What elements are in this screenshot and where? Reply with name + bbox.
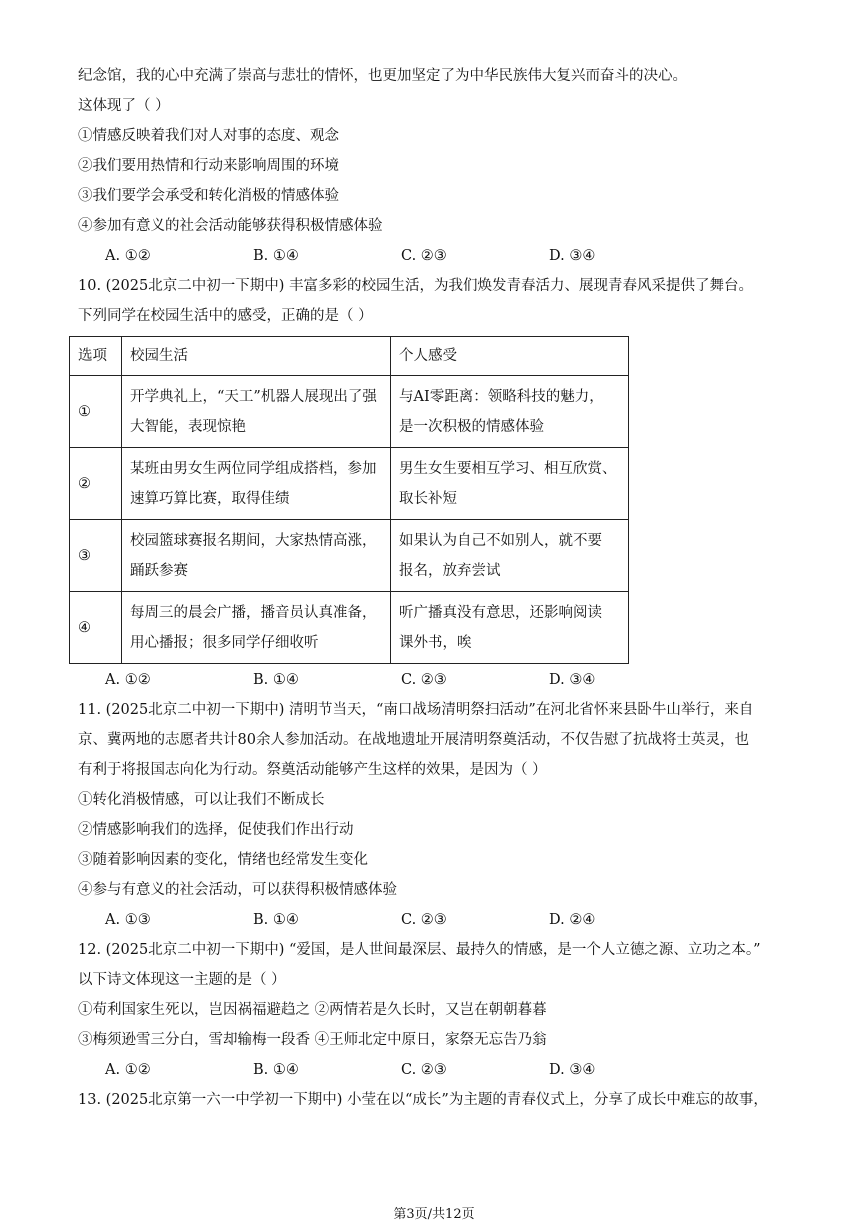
- statement-item: ③梅须逊雪三分白，雪却输梅一段香 ④王师北定中原日，家祭无忘告乃翁: [78, 1032, 547, 1048]
- cell-line: 踊跃参赛: [130, 562, 188, 579]
- statement-item: ①转化消极情感，可以让我们不断成长: [78, 792, 325, 808]
- statement-item: ③我们要学会承受和转化消极的情感体验: [78, 188, 339, 204]
- statement-item: ①苟利国家生死以，岂因祸福避趋之 ②两情若是久长时，又岂在朝朝暮暮: [78, 1002, 547, 1018]
- table-cell-feeling: [391, 592, 629, 664]
- q10-table: [69, 336, 629, 664]
- table-cell-option: ③: [70, 520, 122, 592]
- option-b: B. ①④: [253, 672, 299, 688]
- option-a: A. ①②: [105, 672, 151, 688]
- q11-stem-line1: 11. (2025北京二中初一下期中) 清明节当天，“南口战场清明祭扫活动”在河北省怀来县卧牛山举行，来自: [78, 702, 754, 718]
- q10-stem-line2: 下列同学在校园生活中的感受，正确的是（ ）: [78, 308, 373, 324]
- cell-line: 取长补短: [399, 490, 457, 507]
- table-row: [70, 376, 629, 448]
- option-d: D. ③④: [549, 248, 596, 264]
- answer-options: [105, 1060, 697, 1080]
- cell-line: 课外书，唉: [399, 634, 472, 651]
- table-header-cell: 校园生活: [122, 337, 391, 376]
- q12-stem-line1: 12. (2025北京二中初一下期中) “爱国，是人世间最深层、最持久的情感，是一个人立德之源、立功之本。”: [78, 942, 761, 958]
- cell-line: 校园篮球赛报名期间，大家热情高涨，: [130, 532, 377, 549]
- table-row: [70, 592, 629, 664]
- table-header-row: [70, 337, 629, 376]
- option-b: B. ①④: [253, 1062, 299, 1078]
- cell-line: 如果认为自己不如别人，就不要: [399, 532, 602, 549]
- table-cell-option: ①: [70, 376, 122, 448]
- option-c: C. ②③: [401, 912, 447, 928]
- statement-item: ③随着影响因素的变化，情绪也经常发生变化: [78, 852, 368, 868]
- q11-stem-line2: 京、冀两地的志愿者共计80余人参加活动。在战地遗址开展清明祭奠活动，不仅告慰了抗战将士英灵，也: [78, 732, 749, 748]
- prev-question-continuation: 纪念馆，我的心中充满了崇高与悲壮的情怀，也更加坚定了为中华民族伟大复兴而奋斗的决心。: [78, 68, 687, 84]
- q13-stem-line1: 13. (2025北京第一六一中学初一下期中) 小莹在以“成长”为主题的青春仪式上，分享了成长中难忘的故事，: [78, 1092, 768, 1108]
- table-cell-life: [122, 448, 391, 520]
- option-d: D. ③④: [549, 1062, 596, 1078]
- q12-stem-line2: 以下诗文体现这一主题的是（ ）: [78, 972, 286, 988]
- q11-stem-line3: 有利于将报国志向化为行动。祭奠活动能够产生这样的效果，是因为（ ）: [78, 762, 547, 778]
- cell-line: 开学典礼上，“天工”机器人展现出了强: [130, 388, 377, 405]
- statement-item: ④参与有意义的社会活动，可以获得积极情感体验: [78, 882, 397, 898]
- cell-line: 每周三的晨会广播，播音员认真准备，: [130, 604, 377, 621]
- option-d: D. ②④: [549, 912, 596, 928]
- option-a: A. ①②: [105, 248, 151, 264]
- statement-item: ④参加有意义的社会活动能够获得积极情感体验: [78, 218, 383, 234]
- table-cell-feeling: [391, 520, 629, 592]
- page-number-footer: 第3页/共12页: [393, 1207, 475, 1222]
- answer-options: [105, 910, 697, 930]
- table-cell-feeling: [391, 376, 629, 448]
- table-cell-life: [122, 520, 391, 592]
- answer-options: [105, 670, 697, 690]
- table-row: [70, 520, 629, 592]
- statement-item: ②情感影响我们的选择，促使我们作出行动: [78, 822, 354, 838]
- table-header-cell: 个人感受: [391, 337, 629, 376]
- option-c: C. ②③: [401, 248, 447, 264]
- cell-line: 大智能，表现惊艳: [130, 418, 246, 435]
- cell-line: 是一次积极的情感体验: [399, 418, 544, 435]
- option-d: D. ③④: [549, 672, 596, 688]
- table-cell-option: ④: [70, 592, 122, 664]
- prev-question-stem: 这体现了（ ）: [78, 98, 170, 114]
- cell-line: 速算巧算比赛，取得佳绩: [130, 490, 290, 507]
- option-a: A. ①②: [105, 1062, 151, 1078]
- table-cell-life: [122, 592, 391, 664]
- option-c: C. ②③: [401, 1062, 447, 1078]
- cell-line: 与AI零距离：领略科技的魅力，: [399, 388, 604, 405]
- table-header-cell: 选项: [70, 337, 122, 376]
- option-b: B. ①④: [253, 248, 299, 264]
- statement-item: ②我们要用热情和行动来影响周围的环境: [78, 158, 339, 174]
- statement-item: ①情感反映着我们对人对事的态度、观念: [78, 128, 339, 144]
- cell-line: 男生女生要相互学习、相互欣赏、: [399, 460, 617, 477]
- table-row: [70, 448, 629, 520]
- q10-stem-line1: 10. (2025北京二中初一下期中) 丰富多彩的校园生活，为我们焕发青春活力、展现青春风采提供了舞台。: [78, 278, 753, 294]
- answer-options: [105, 246, 697, 266]
- cell-line: 某班由男女生两位同学组成搭档，参加: [130, 460, 377, 477]
- option-a: A. ①③: [105, 912, 151, 928]
- option-b: B. ①④: [253, 912, 299, 928]
- cell-line: 用心播报；很多同学仔细收听: [130, 634, 319, 651]
- table-cell-life: [122, 376, 391, 448]
- option-c: C. ②③: [401, 672, 447, 688]
- cell-line: 报名，放弃尝试: [399, 562, 501, 579]
- cell-line: 听广播真没有意思，还影响阅读: [399, 604, 602, 621]
- table-cell-feeling: [391, 448, 629, 520]
- table-cell-option: ②: [70, 448, 122, 520]
